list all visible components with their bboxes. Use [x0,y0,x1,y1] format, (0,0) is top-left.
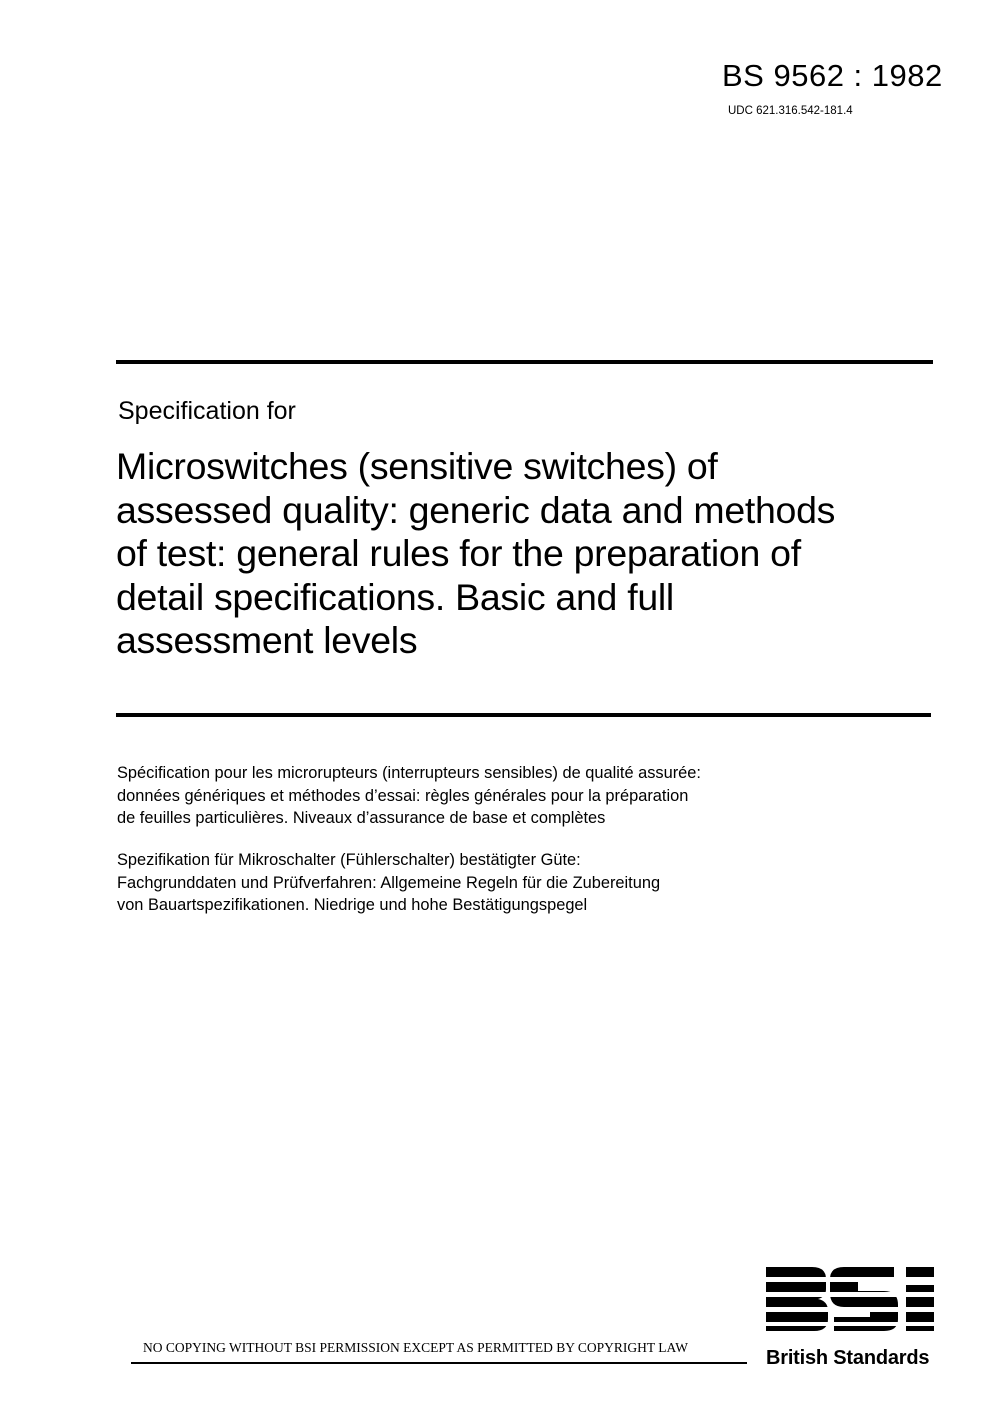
standard-number: BS 9562 : 1982 [722,58,943,93]
french-title-line: Spécification pour les microrupteurs (interrupteurs sensibles) de qualité assurée: [117,764,701,782]
title-line: assessment levels [116,619,418,661]
brand-name: British Standards [766,1347,930,1369]
title-line: of test: general rules for the preparation of [116,532,801,574]
main-title [116,445,876,663]
german-title-line: Fachgrunddaten und Prüfverfahren: Allgemeine Regeln für die Zubereitung [117,873,661,892]
title-line: detail specifications. Basic and full [116,575,674,618]
german-title-line: von Bauartspezifikationen. Niedrige und hohe Bestätigungspegel [117,896,588,914]
bsi-logo-text: BSi [764,1265,766,1266]
top-divider [116,360,933,364]
bottom-divider [116,713,931,717]
specification-prefix: Specification for [118,397,296,425]
german-title [117,849,660,917]
french-title [117,762,701,830]
udc-code: UDC 621.316.542-181.4 [728,105,853,117]
bsi-logo-icon [764,1265,944,1333]
german-title-line: Spezifikation für Mikroschalter (Fühlerschalter) bestätigter Güte: [117,851,581,869]
title-line: Microswitches (sensitive switches) of [116,445,718,487]
french-title-line: données génériques et méthodes d’essai: règles générales pour la préparation [117,786,689,805]
title-line: assessed quality: generic data and methods [116,488,836,531]
copyright-notice: NO COPYING WITHOUT BSI PERMISSION EXCEPT AS PERMITTED BY COPYRIGHT LAW [131,1338,747,1364]
french-title-line: de feuilles particulières. Niveaux d’assurance de base et complètes [117,809,606,827]
